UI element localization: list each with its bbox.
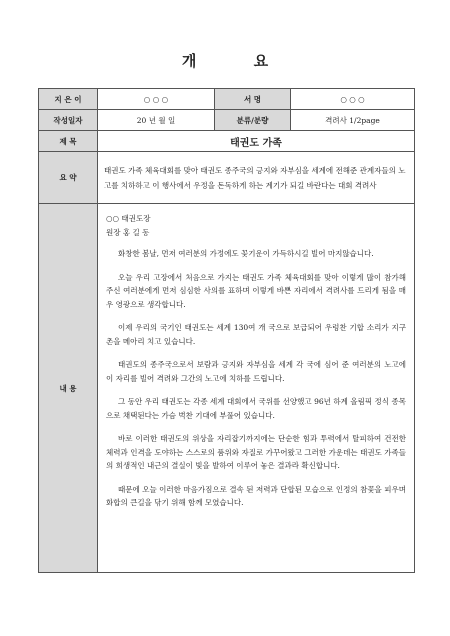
content-heading-1: ○○ 태권도장 — [106, 214, 151, 223]
paragraph: 바로 이러한 태권도의 위상을 자리잡기까지에는 단순한 힘과 투력에서 탈피하여 건전한 체력과 인격을 도야하는 스스로의 품위와 자질로 가꾸어왔고 그러한 가운데는 태권도 가족들의 희생적인 내근의 결실이 빛을 발하여 이루어 놓은 결과라 확신합니다. — [106, 434, 407, 470]
paragraph: 태권도의 종주국으로서 보람과 긍지와 자부심을 세계 각 국에 심어 준 여러분의 노고에 이 자리를 빌어 격려와 그간의 노고에 치하를 드립니다. — [106, 360, 407, 383]
category-label: 분류/분량 — [215, 110, 291, 131]
category-value: 격려사 1/2page — [291, 110, 415, 131]
signature-label: 서 명 — [215, 89, 291, 110]
paragraph: 오늘 우리 고장에서 처음으로 가지는 태권도 가족 체육대회를 맞아 이렇게 많이 참가해 주신 여러분에게 먼저 심심한 사의를 표하며 이렇게 바쁜 자리에서 격려사를 드리게 됨을 매우 영광으로 생각합니다. — [106, 272, 407, 309]
author-label: 지 은 이 — [39, 89, 98, 110]
paragraph: 이제 우리의 국기인 태권도는 세계 130여 개 국으로 보급되어 우렁찬 기합 소리가 지구촌을 메아리 치고 있습니다. — [106, 323, 407, 346]
subject-label: 제 목 — [39, 131, 98, 152]
author-value: ○ ○ ○ — [98, 89, 215, 110]
subject-value: 태권도 가족 — [98, 131, 415, 152]
content-label: 내 용 — [39, 204, 98, 573]
summary-text: 태권도 가족 체육대회를 맞아 태권도 종주국의 긍지와 자부심을 세계에 전해준 관계자들의 노고를 치하하고 이 행사에서 우정을 돈독하게 하는 계기가 되길 바란다는 대회 격려사 — [98, 152, 415, 204]
content-body — [98, 204, 415, 573]
page-title: 개 요 — [181, 52, 295, 70]
date-value: 20 년 월 일 — [98, 110, 215, 131]
paragraph: 화창한 봄날, 먼저 여러분의 가정에도 꽃기운이 가득하시길 빌어 마지않습니다. — [118, 249, 374, 258]
overview-form — [38, 88, 415, 573]
signature-value: ○ ○ ○ — [291, 89, 415, 110]
date-label: 작성일자 — [39, 110, 98, 131]
summary-label: 요 약 — [39, 152, 98, 204]
content-heading-2: 원장 홍 길 동 — [106, 227, 150, 237]
paragraph: 그 동안 우리 태권도는 각종 세계 대회에서 국위를 선양했고 96년 하계 올림픽 정식 종목으로 채택된다는 가슴 벅찬 기대에 부풀어 있습니다. — [106, 397, 407, 420]
paragraph: 때문에 오늘 이러한 마음가짐으로 결속 된 저력과 단합된 모습으로 인정의 참꽃을 피우며 화합의 큰길을 닦기 위해 함께 모였습니다. — [106, 484, 407, 507]
